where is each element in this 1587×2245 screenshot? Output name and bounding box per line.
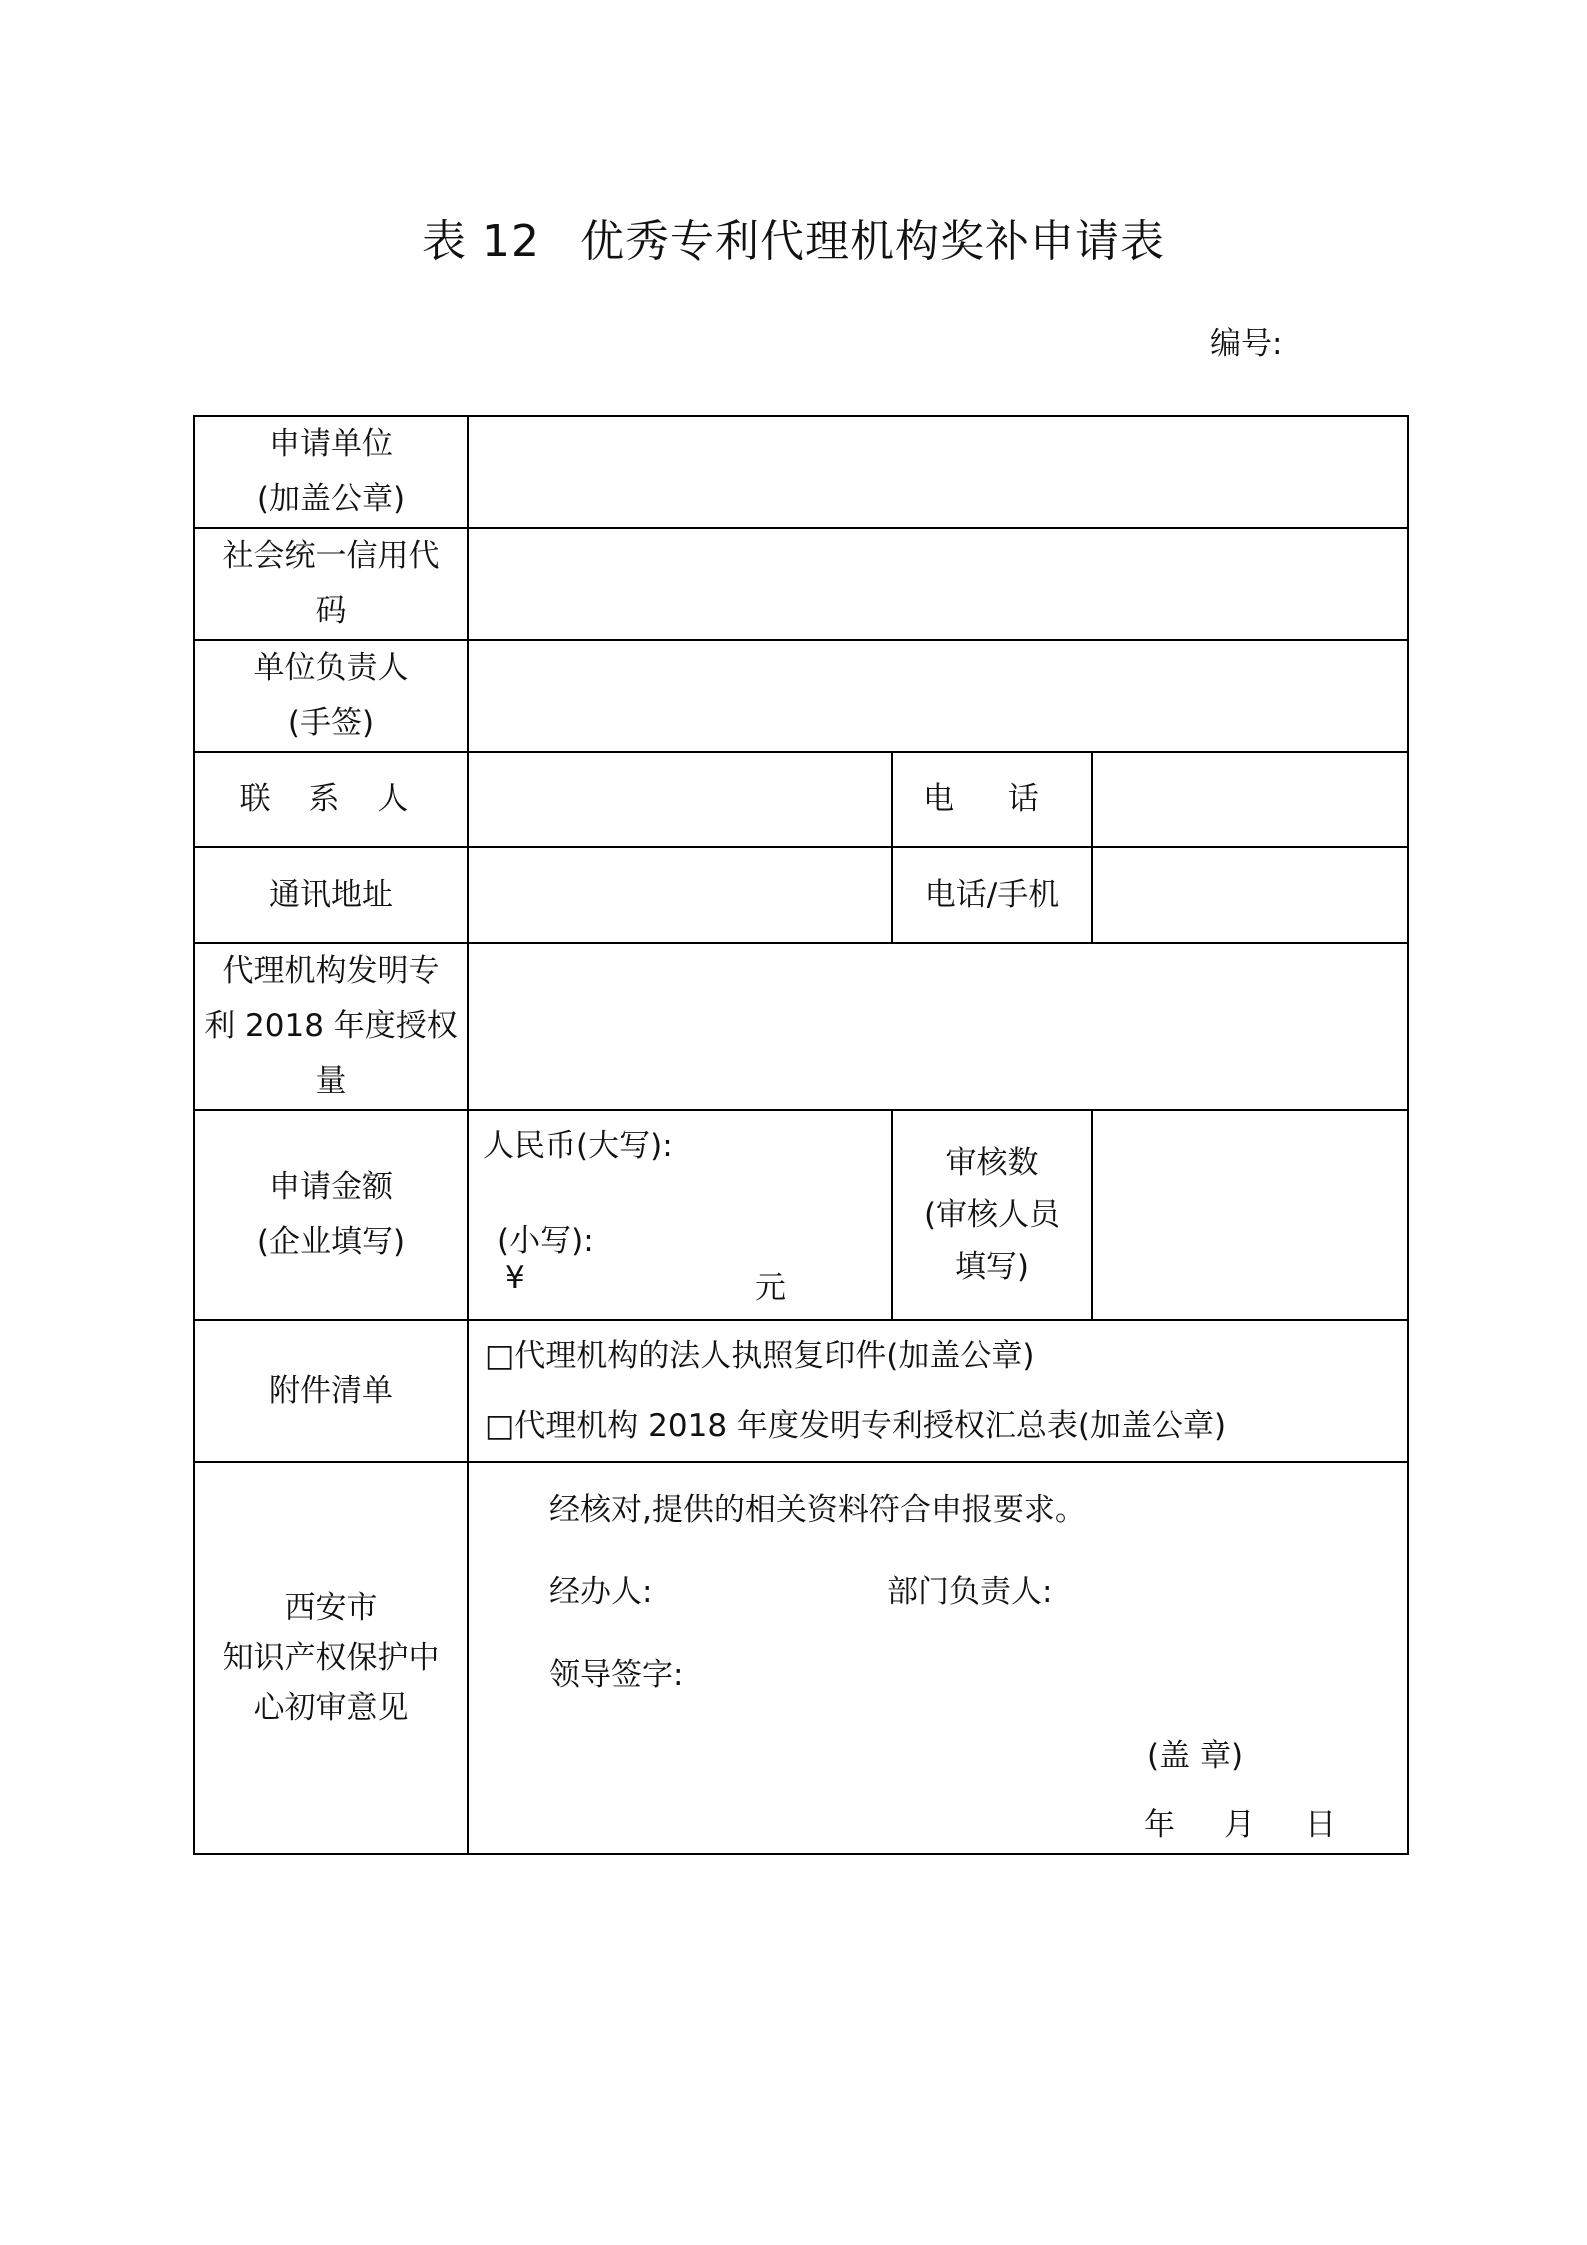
- row-contact: [194, 752, 1408, 847]
- phone-field[interactable]: [1092, 752, 1408, 847]
- row-attachments: [194, 1320, 1408, 1462]
- date-day: 日: [1305, 1807, 1336, 1843]
- row-opinion: [194, 1462, 1408, 1854]
- date-year: 年: [1144, 1807, 1175, 1843]
- credit-code-label: 社会统一信用代 码: [194, 528, 468, 640]
- grants-label: 代理机构发明专 利 2018 年度授权 量: [194, 943, 468, 1110]
- serial-number-label: 编号:: [1210, 326, 1283, 362]
- applicant-label: 申请单位 (加盖公章): [194, 416, 468, 528]
- grants-field[interactable]: [468, 943, 1408, 1110]
- currency-unit: 元: [755, 1270, 786, 1306]
- page-title: [0, 205, 1587, 269]
- applicant-field[interactable]: [468, 416, 1408, 528]
- table-number: 表 12: [422, 216, 540, 267]
- address-field[interactable]: [468, 847, 892, 943]
- contact-field[interactable]: [468, 752, 892, 847]
- seal-label: (盖 章): [1147, 1738, 1244, 1774]
- responsible-label: 单位负责人 (手签): [194, 640, 468, 752]
- amount-label: 申请金额 (企业填写): [194, 1110, 468, 1320]
- amount-content: [469, 1112, 891, 1318]
- address-label: 通讯地址: [194, 847, 468, 943]
- amount-field[interactable]: [468, 1110, 892, 1320]
- title-text: 优秀专利代理机构奖补申请表: [579, 216, 1165, 267]
- attachment-item-summary[interactable]: □代理机构 2018 年度发明专利授权汇总表(加盖公章): [485, 1408, 1227, 1444]
- attachments-list: [468, 1320, 1408, 1462]
- currency-symbol: ¥: [505, 1260, 525, 1296]
- review-label: 审核数 (审核人员 填写): [892, 1110, 1092, 1320]
- amount-upper-label: 人民币(大写):: [483, 1128, 673, 1164]
- mobile-field[interactable]: [1092, 847, 1408, 943]
- row-credit-code: [194, 528, 1408, 640]
- credit-code-field[interactable]: [468, 528, 1408, 640]
- review-field[interactable]: [1092, 1110, 1408, 1320]
- dept-head-label: 部门负责人:: [887, 1574, 1053, 1610]
- phone-label: 电 话: [892, 752, 1092, 847]
- leader-signature-label: 领导签字:: [549, 1657, 684, 1693]
- responsible-field[interactable]: [468, 640, 1408, 752]
- row-amount: [194, 1110, 1408, 1320]
- attachments-label: 附件清单: [194, 1320, 468, 1462]
- handler-label: 经办人:: [549, 1574, 653, 1610]
- opinion-field: [468, 1462, 1408, 1854]
- date-month: 月: [1224, 1807, 1255, 1843]
- opinion-content: [469, 1464, 1407, 1852]
- application-form-table: [193, 415, 1409, 1855]
- row-responsible: [194, 640, 1408, 752]
- attachment-item-license[interactable]: □代理机构的法人执照复印件(加盖公章): [485, 1338, 1035, 1374]
- contact-label: 联 系 人: [194, 752, 468, 847]
- row-applicant: [194, 416, 1408, 528]
- opinion-label: 西安市 知识产权保护中 心初审意见: [194, 1462, 468, 1854]
- opinion-statement: 经核对,提供的相关资料符合申报要求。: [549, 1492, 1086, 1528]
- mobile-label: 电话/手机: [892, 847, 1092, 943]
- amount-lower-label: (小写):: [497, 1223, 594, 1259]
- row-grants: [194, 943, 1408, 1110]
- row-address: [194, 847, 1408, 943]
